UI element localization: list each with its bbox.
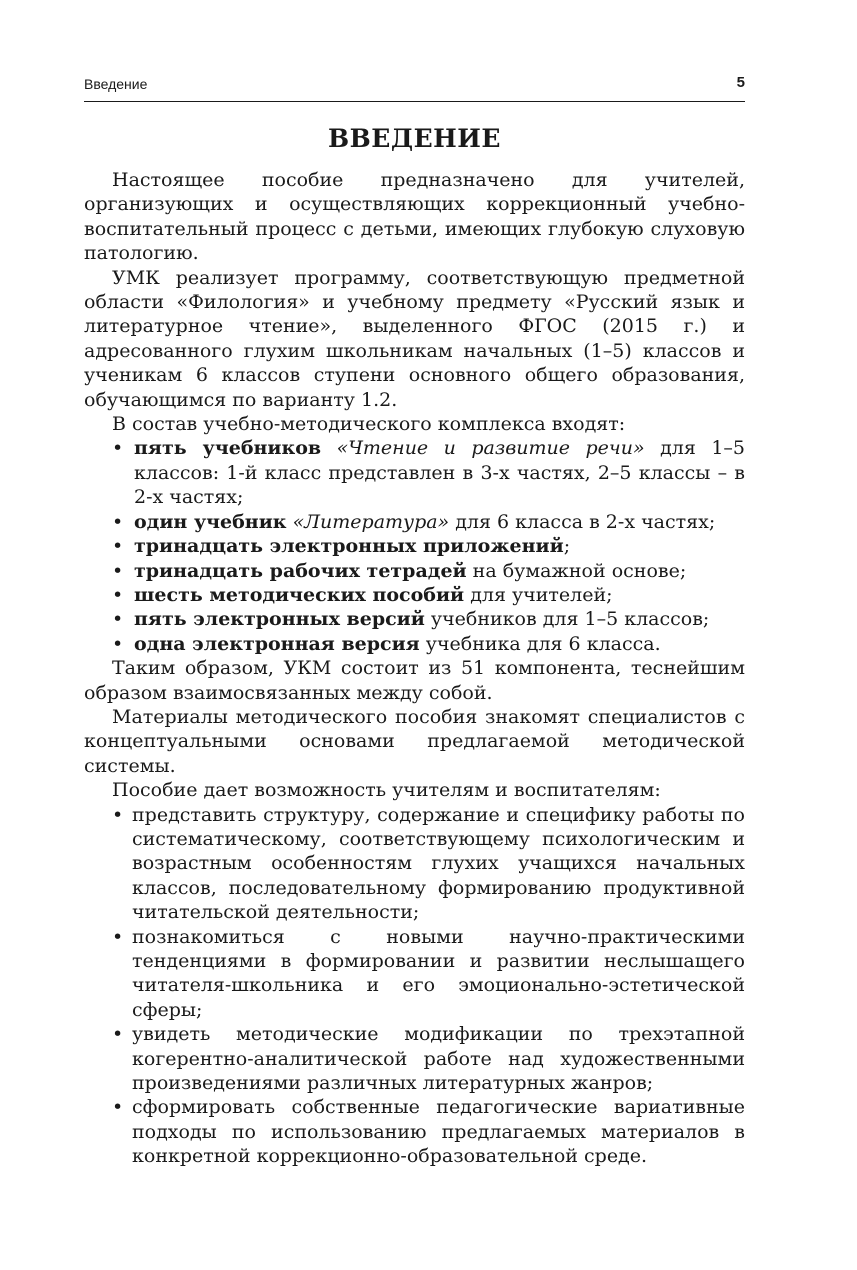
item-text: сформировать собственные педагогические вариативные подходы по использованию предлагаемых материалов в конкретной коррекционно-образовательной среде. <box>132 1096 745 1168</box>
bullet-icon: • <box>112 803 124 826</box>
list-item <box>84 632 745 656</box>
item-text: учебников для 1–5 классов; <box>424 608 710 631</box>
item-italic: «Литература» <box>292 510 450 533</box>
paragraph-summary: Таким образом, УКМ состоит из 51 компонента, теснейшим образом взаимосвязанных между собой. <box>84 657 745 704</box>
paragraph-opportunities-lead: Пособие дает возможность учителям и воспитателям: <box>112 779 661 802</box>
bullet-icon: • <box>112 608 124 631</box>
item-bold: один учебник <box>134 510 287 533</box>
list-item <box>84 583 745 607</box>
paragraph-components-lead: В состав учебно-методического комплекса входят: <box>112 413 626 436</box>
running-header <box>84 74 745 96</box>
item-bold: одна электронная версия <box>134 632 420 655</box>
paragraph-intro: Настоящее пособие предназначено для учителей, организующих и осуществляющих коррекционный учебно-воспитательный процесс с детьми, имеющих глубокую слуховую патологию. <box>84 169 745 265</box>
bullet-icon: • <box>112 925 124 948</box>
opportunities-list <box>84 803 745 1169</box>
item-italic: «Чтение и развитие речи» <box>336 437 645 460</box>
item-bold: тринадцать рабочих тетрадей <box>134 559 467 582</box>
bullet-icon: • <box>112 510 124 533</box>
chapter-title: ВВЕДЕНИЕ <box>328 124 501 153</box>
item-bold: тринадцать электронных приложений <box>134 535 564 558</box>
item-text: на бумажной основе; <box>466 559 687 582</box>
list-item <box>84 510 745 534</box>
list-item <box>84 1022 745 1095</box>
item-bold: пять учебников <box>134 437 322 460</box>
list-item <box>84 925 745 1023</box>
header-rule <box>84 101 745 102</box>
bullet-icon: • <box>112 1096 124 1119</box>
bullet-icon: • <box>112 535 124 558</box>
item-text: увидеть методические модификации по трехэтапной когерентно-аналитической работе над художественными произведениями различных литературных жанров; <box>132 1023 745 1095</box>
item-text: познакомиться с новыми научно-практическими тенденциями в формировании и развитии неслышащего читателя-школьника и его эмоционально-эстетической сферы; <box>132 925 745 1021</box>
item-bold: пять электронных версий <box>134 608 425 631</box>
page-number: 5 <box>736 74 745 91</box>
bullet-icon: • <box>112 1023 124 1046</box>
list-item <box>84 436 745 509</box>
item-text: ; <box>563 535 571 558</box>
item-text: учебника для 6 класса. <box>419 632 661 655</box>
list-item <box>84 1095 745 1168</box>
list-item <box>84 607 745 631</box>
item-text: представить структуру, содержание и специфику работы по систематическому, соответствующему психологическим и возрастным особенностям глухих учащихся начальных классов, последовательному формированию продуктивной читательской деятельности; <box>132 803 745 924</box>
item-text: для 1–5 классов: 1-й класс представлен в 3-х частях, 2–5 классы – в 2-х частях; <box>134 437 746 509</box>
item-bold: шесть методических пособий <box>134 583 465 606</box>
list-item <box>84 559 745 583</box>
bullet-icon: • <box>112 583 124 606</box>
paragraph-umk: УМК реализует программу, соответствующую предметной области «Филология» и учебному предмету «Русский язык и литературное чтение», выделенного ФГОС (2015 г.) и адресованного глухим школьникам начальных (1–5) классов и ученикам 6 классов ступени основного общего образования, обучающимся по варианту 1.2. <box>84 266 745 411</box>
bullet-icon: • <box>112 437 124 460</box>
list-item <box>84 803 745 925</box>
paragraph-materials: Материалы методического пособия знакомят специалистов с концептуальными основами предлагаемой методической системы. <box>84 705 745 777</box>
item-text: для учителей; <box>464 583 613 606</box>
components-list <box>84 436 745 656</box>
bullet-icon: • <box>112 559 124 582</box>
list-item <box>84 534 745 558</box>
running-header-section: Введение <box>84 76 148 92</box>
main-text <box>84 124 745 1169</box>
bullet-icon: • <box>112 632 124 655</box>
item-text: для 6 класса в 2-х частях; <box>449 510 716 533</box>
